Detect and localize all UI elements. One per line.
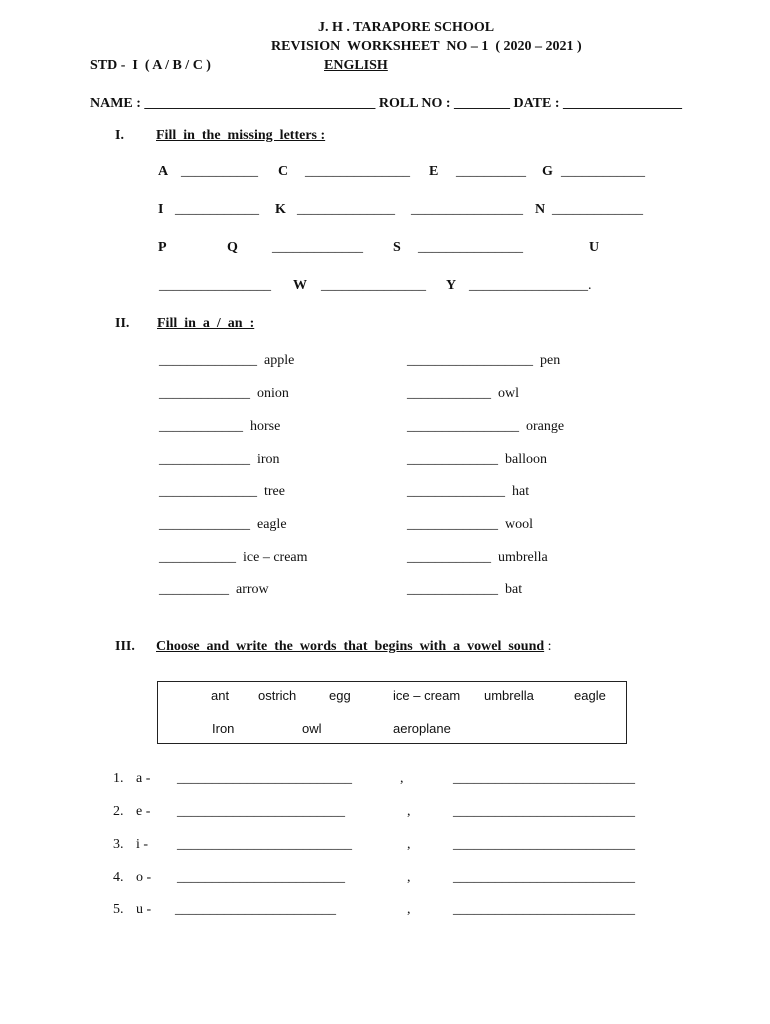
article-item[interactable]	[407, 582, 522, 598]
article-word: apple	[264, 353, 295, 368]
answer-blank[interactable]: _______________________	[175, 902, 336, 917]
letter-blank[interactable]: _______________	[305, 164, 410, 179]
letter-blank[interactable]: _____________	[552, 202, 643, 217]
word-box-item: Iron	[212, 721, 235, 736]
answer-number: 2.	[113, 804, 124, 819]
article-item[interactable]	[159, 419, 280, 435]
article-blank[interactable]: ________________	[407, 419, 519, 434]
subject-title: ENGLISH	[324, 58, 388, 73]
answer-letter: o -	[136, 870, 152, 885]
word-box-item: umbrella	[484, 688, 534, 703]
article-blank[interactable]: _____________	[407, 582, 498, 597]
article-word: eagle	[257, 517, 287, 532]
answer-blank[interactable]: __________________________	[453, 837, 635, 852]
answer-blank[interactable]: __________________________	[453, 902, 635, 917]
article-blank[interactable]: _____________	[159, 452, 250, 467]
answer-letter: u -	[136, 902, 152, 917]
letter-blank[interactable]: __________	[456, 164, 526, 179]
letter-q: Q	[227, 240, 238, 255]
letter-s: S	[393, 240, 401, 255]
section-2-numeral: II.	[115, 316, 130, 331]
article-blank[interactable]: ____________	[407, 386, 491, 401]
answer-comma: ,	[407, 870, 411, 885]
letter-n: N	[535, 202, 546, 217]
answer-comma: ,	[400, 771, 404, 786]
standard-label: STD - I ( A / B / C )	[90, 58, 211, 73]
answer-number: 4.	[113, 870, 124, 885]
article-word: owl	[498, 386, 519, 401]
article-item[interactable]	[407, 386, 519, 402]
article-blank[interactable]: __________	[159, 582, 229, 597]
answer-blank[interactable]: __________________________	[453, 804, 635, 819]
article-blank[interactable]: ______________	[159, 484, 257, 499]
article-blank[interactable]: ____________	[159, 419, 243, 434]
worksheet-title: REVISION WORKSHEET NO – 1 ( 2020 – 2021 )	[271, 39, 582, 54]
article-item[interactable]	[407, 517, 533, 533]
article-word: tree	[264, 484, 285, 499]
answer-blank[interactable]: _________________________	[177, 771, 352, 786]
answer-number: 3.	[113, 837, 124, 852]
word-box-item: ant	[211, 688, 230, 703]
section-3-title: Choose and write the words that begins with a vowel sound	[156, 639, 545, 654]
article-blank[interactable]: ___________	[159, 550, 236, 565]
article-word: bat	[505, 582, 523, 597]
article-item[interactable]	[159, 550, 308, 566]
section-3-heading	[156, 639, 552, 655]
letter-e: E	[429, 164, 439, 179]
article-blank[interactable]: _____________	[159, 386, 250, 401]
answer-letter: e -	[136, 804, 151, 819]
answer-comma: ,	[407, 804, 411, 819]
article-word: wool	[505, 517, 533, 532]
article-word: pen	[540, 353, 561, 368]
letter-blank[interactable]: ____________	[175, 202, 259, 217]
answer-letter: a -	[136, 771, 151, 786]
article-word: orange	[526, 419, 565, 434]
letter-blank[interactable]: _______________	[321, 278, 426, 293]
article-word: horse	[250, 419, 281, 434]
answer-blank[interactable]: __________________________	[453, 771, 635, 786]
answer-letter: i -	[136, 837, 149, 852]
article-item[interactable]	[159, 582, 269, 598]
letter-blank[interactable]: ___________	[181, 164, 258, 179]
article-blank[interactable]: ______________	[159, 353, 257, 368]
word-box-item: aeroplane	[393, 721, 451, 736]
answer-comma: ,	[407, 837, 411, 852]
word-box-item: owl	[302, 721, 322, 736]
letter-blank[interactable]: _______________	[418, 240, 523, 255]
letter-blank[interactable]: ________________	[159, 278, 271, 293]
article-blank[interactable]: ______________	[407, 484, 505, 499]
word-box-item: ice – cream	[393, 688, 461, 703]
letter-blank[interactable]: _________________.	[469, 278, 592, 293]
answer-number: 1.	[113, 771, 124, 786]
article-word: balloon	[505, 452, 547, 467]
answer-blank[interactable]: ________________________	[177, 804, 345, 819]
school-name: J. H . TARAPORE SCHOOL	[318, 20, 495, 35]
article-word: hat	[512, 484, 530, 499]
letter-blank[interactable]: ______________	[297, 202, 395, 217]
word-box-item: eagle	[574, 688, 606, 703]
article-item[interactable]	[159, 484, 285, 500]
article-blank[interactable]: _____________	[159, 517, 250, 532]
letter-blank[interactable]: ________________	[411, 202, 523, 217]
article-word: arrow	[236, 582, 269, 597]
article-word: umbrella	[498, 550, 548, 565]
word-box-item: ostrich	[258, 688, 297, 703]
letter-g: G	[542, 164, 553, 179]
article-item[interactable]	[159, 517, 287, 533]
article-blank[interactable]: ____________	[407, 550, 491, 565]
letter-p: P	[158, 240, 167, 255]
article-word: onion	[257, 386, 289, 401]
section-1-title: Fill in the missing letters :	[156, 128, 326, 143]
letter-blank[interactable]: ____________	[561, 164, 645, 179]
letter-u: U	[589, 240, 600, 255]
letter-w: W	[293, 278, 307, 293]
article-blank[interactable]: _____________	[407, 517, 498, 532]
letter-y: Y	[446, 278, 457, 293]
word-box-item: egg	[329, 688, 351, 703]
letter-k: K	[275, 202, 286, 217]
section-3-numeral: III.	[115, 639, 135, 654]
article-blank[interactable]: _____________	[407, 452, 498, 467]
article-item[interactable]	[407, 452, 547, 468]
article-item[interactable]	[159, 386, 289, 402]
article-word: ice – cream	[243, 550, 308, 565]
section-3-colon: :	[544, 639, 552, 654]
letter-i: I	[158, 202, 164, 217]
article-item[interactable]	[159, 452, 280, 468]
article-item[interactable]	[407, 550, 548, 566]
answer-blank[interactable]: __________________________	[453, 870, 635, 885]
article-blank[interactable]: __________________	[407, 353, 533, 368]
article-item[interactable]	[407, 353, 560, 369]
answer-blank[interactable]: ________________________	[177, 870, 345, 885]
letter-a: A	[158, 164, 169, 179]
letter-blank[interactable]: _____________	[272, 240, 363, 255]
answer-blank[interactable]: _________________________	[177, 837, 352, 852]
letter-c: C	[278, 164, 289, 179]
article-item[interactable]	[407, 484, 529, 500]
article-item[interactable]	[407, 419, 564, 435]
section-1-numeral: I.	[115, 128, 124, 143]
article-item[interactable]	[159, 353, 294, 369]
answer-number: 5.	[113, 902, 124, 917]
answer-comma: ,	[407, 902, 411, 917]
section-2-title: Fill in a / an :	[157, 316, 255, 331]
article-word: iron	[257, 452, 280, 467]
student-info-line: NAME : _________________________________ ROLL NO : ________ DATE : _________________	[90, 96, 683, 111]
